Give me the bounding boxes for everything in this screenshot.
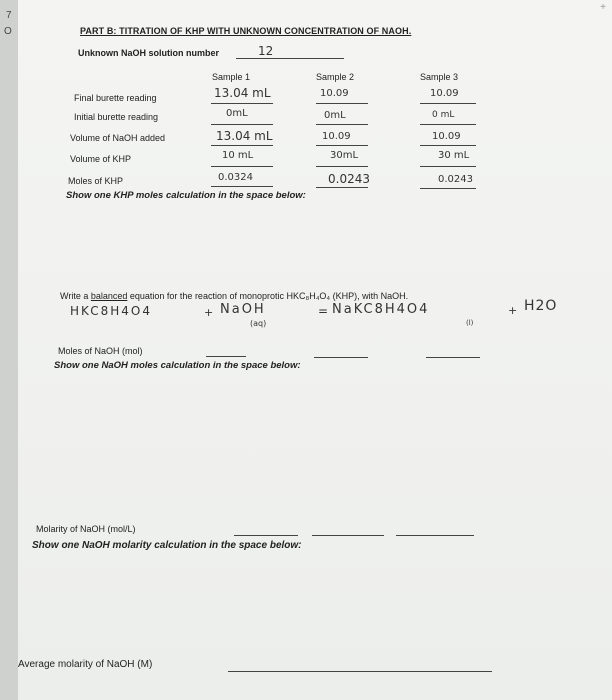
s2-moles-khp: 0.0243 — [328, 172, 370, 186]
answer-line — [234, 535, 298, 536]
eq-product-salt: NaKC8H4O4 — [332, 302, 430, 317]
row-label-initial: Initial burette reading — [74, 112, 159, 122]
moles-naoh-label: Moles of NaOH (mol) — [58, 346, 143, 356]
s1-volume-naoh: 13.04 mL — [216, 129, 273, 143]
s2-volume-naoh: 10.09 — [322, 131, 351, 142]
equation-prompt-end: equation for the reaction of monoprotic HKC₈H₄O₄ (KHP), with NaOH. — [127, 291, 409, 301]
s1-moles-khp: 0.0324 — [218, 172, 253, 183]
equation-prompt-balanced: balanced — [90, 291, 128, 301]
s1-initial: 0mL — [226, 108, 248, 119]
answer-line — [420, 124, 476, 125]
eq-product-water: H2O — [524, 298, 558, 314]
sample-1-header: Sample 1 — [212, 72, 251, 82]
margin-mark: O — [4, 26, 12, 37]
s1-volume-khp: 10 mL — [222, 150, 254, 161]
answer-line — [316, 103, 368, 104]
eq-state-aq: (aq) — [250, 319, 267, 328]
average-molarity-label: Average molarity of NaOH (M) — [18, 659, 153, 670]
eq-plus-2: + — [508, 304, 518, 317]
answer-line — [420, 103, 476, 104]
answer-line — [316, 166, 368, 167]
row-label-final: Final burette reading — [74, 93, 157, 103]
answer-line — [316, 124, 368, 125]
page-edge — [0, 0, 18, 700]
answer-line — [420, 166, 476, 167]
s3-initial: 0 mL — [432, 110, 455, 120]
s3-volume-khp: 30 mL — [438, 150, 470, 161]
eq-reactant-naoh: NaOH — [220, 302, 266, 317]
answer-line — [312, 535, 384, 536]
s2-final: 10.09 — [320, 88, 349, 99]
unknown-number-value: 12 — [258, 44, 274, 58]
row-label-volume-khp: Volume of KHP — [70, 154, 132, 164]
eq-equals: = — [318, 304, 329, 318]
s2-volume-khp: 30mL — [330, 150, 359, 161]
s3-final: 10.09 — [430, 88, 459, 99]
margin-mark: 7 — [6, 10, 12, 21]
corner-mark: + — [600, 2, 606, 13]
answer-line — [211, 186, 273, 187]
answer-line — [228, 671, 492, 672]
row-label-volume-naoh: Volume of NaOH added — [70, 133, 166, 143]
section-title: PART B: TITRATION OF KHP WITH UNKNOWN CONCENTRATION OF NAOH. — [80, 26, 412, 36]
row-label-moles-khp: Moles of KHP — [68, 176, 124, 186]
answer-line — [236, 58, 344, 59]
equation-prompt — [60, 291, 408, 301]
answer-line — [211, 145, 273, 146]
s3-volume-naoh: 10.09 — [432, 131, 461, 142]
answer-line — [396, 535, 474, 536]
answer-line — [426, 357, 480, 358]
worksheet-page — [18, 0, 612, 700]
equation-prompt-start: Write a — [60, 291, 91, 301]
answer-line — [420, 188, 476, 189]
sample-2-header: Sample 2 — [316, 72, 355, 82]
answer-line — [211, 103, 273, 104]
molarity-prompt: Show one NaOH molarity calculation in the space below: — [32, 540, 302, 551]
s2-initial: 0mL — [324, 110, 346, 121]
answer-line — [316, 187, 368, 188]
answer-line — [211, 124, 273, 125]
eq-reactant-khp: HKC8H4O4 — [70, 304, 152, 318]
sample-3-header: Sample 3 — [420, 72, 459, 82]
eq-plus-1: + — [204, 306, 214, 319]
eq-state-l: (l) — [466, 319, 474, 327]
moles-naoh-prompt: Show one NaOH moles calculation in the space below: — [54, 360, 301, 371]
answer-line — [314, 357, 368, 358]
s1-final: 13.04 mL — [214, 86, 271, 100]
unknown-number-label: Unknown NaOH solution number — [78, 48, 219, 58]
s3-moles-khp: 0.0243 — [438, 174, 473, 185]
khp-calc-prompt: Show one KHP moles calculation in the space below: — [66, 190, 306, 201]
answer-line — [316, 145, 368, 146]
answer-line — [420, 145, 476, 146]
molarity-label: Molarity of NaOH (mol/L) — [36, 524, 136, 534]
answer-line — [211, 166, 273, 167]
answer-line — [206, 356, 246, 357]
